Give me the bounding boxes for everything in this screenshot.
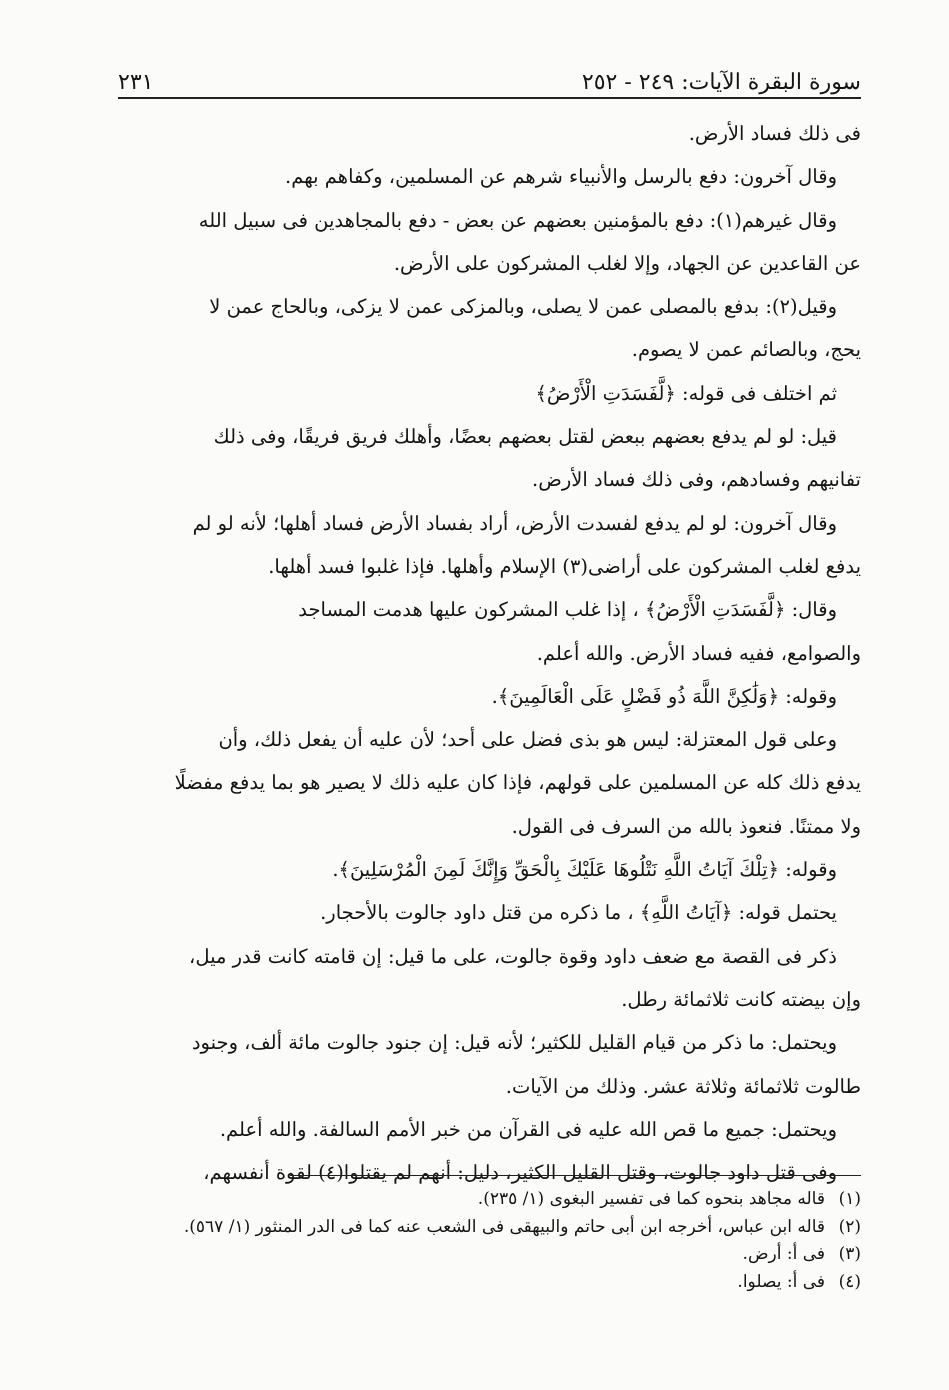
text-line: تفانيهم وفسادهم، وفى ذلك فساد الأرض. bbox=[532, 468, 861, 492]
footnote-number: (٢) bbox=[838, 1216, 861, 1237]
page-number: ٢٣١ bbox=[118, 70, 154, 95]
footnote bbox=[118, 1214, 861, 1242]
text-line: ولا ممتنًا. فنعوذ بالله من السرف فى القول. bbox=[511, 814, 861, 838]
running-title: سورة البقرة الآيات: ٢٤٩ - ٢٥٢ bbox=[581, 70, 861, 95]
text-line: وقيل(٢): بدفع بالمصلى عمن لا يصلى، وبالمزكى عمن لا يزكى، وبالحاج عمن لا bbox=[209, 295, 837, 319]
text-line: يدفع ذلك كله عن المسلمين على قولهم، فإذا كان عليه ذلك لا يصير هو بما يدفع مفضلًا bbox=[174, 771, 861, 795]
footnote-number: (٤) bbox=[838, 1271, 861, 1292]
footnote bbox=[118, 1241, 861, 1269]
text-line: قيل: لو لم يدفع بعضهم ببعض لقتل بعضهم بعضًا، وأهلك فريق فريقًا، وفى ذلك bbox=[213, 425, 837, 449]
header-divider bbox=[118, 97, 861, 99]
text-line: وقال غيرهم(١): دفع بالمؤمنين بعضهم عن بعض - دفع بالمجاهدين فى سبيل الله bbox=[198, 208, 837, 232]
footnote-text: قاله مجاهد بنحوه كما فى تفسير البغوى (١/ ٢٣٥). bbox=[477, 1189, 825, 1209]
footnote bbox=[118, 1186, 861, 1214]
text-line: وعلى قول المعتزلة: ليس هو بذى فضل على أحد؛ لأن عليه أن يفعل ذلك، وأن bbox=[218, 728, 837, 752]
page-header bbox=[118, 58, 861, 94]
footnote-text: فى أ: أرض. bbox=[742, 1244, 825, 1264]
main-text bbox=[118, 112, 861, 1194]
footnotes bbox=[118, 1186, 861, 1296]
text-line: وقال آخرون: دفع بالرسل والأنبياء شرهم عن المسلمين، وكفاهم بهم. bbox=[285, 165, 837, 189]
text-line: وفى قتل داود جالوت، وقتل القليل الكثير، دليل: أنهم لم يقتلوا(٤) لقوة أنفسهم، bbox=[203, 1161, 837, 1185]
text-line: وقال آخرون: لو لم يدفع لفسدت الأرض، أراد بفساد الأرض فساد أهلها؛ لأنه لو لم bbox=[192, 511, 837, 535]
text-line: يدفع لغلب المشركون على أراضى(٣) الإسلام وأهلها. فإذا غلبوا فسد أهلها. bbox=[268, 554, 861, 578]
text-line: والصوامع، ففيه فساد الأرض. والله أعلم. bbox=[536, 641, 861, 665]
footnote-divider bbox=[290, 1175, 861, 1176]
text-line: وإن بيضته كانت ثلاثمائة رطل. bbox=[621, 987, 861, 1011]
text-line: وقوله: ﴿وَلَٰكِنَّ اللَّهَ ذُو فَضْلٍ عَلَى الْعَالَمِينَ﴾. bbox=[491, 684, 837, 708]
footnote-number: (٣) bbox=[838, 1244, 861, 1264]
text-line: عن القاعدين عن الجهاد، وإلا لغلب المشركون على الأرض. bbox=[393, 251, 861, 275]
text-line: ثم اختلف فى قوله: ﴿لَّفَسَدَتِ الْأَرْضُ﴾ bbox=[535, 381, 837, 405]
text-line: وقال: ﴿لَّفَسَدَتِ الْأَرْضُ﴾ ، إذا غلب المشركون عليها هدمت المساجد bbox=[298, 598, 837, 622]
text-line: فى ذلك فساد الأرض. bbox=[688, 122, 861, 145]
footnote-number: (١) bbox=[838, 1189, 861, 1209]
text-line: يحتمل قوله: ﴿آيَاتُ اللَّهِ﴾ ، ما ذكره من قتل داود جالوت بالأحجار. bbox=[320, 901, 837, 925]
text-line: طالوت ثلاثمائة وثلاثة عشر. وذلك من الآيات. bbox=[505, 1074, 861, 1098]
text-line: ويحتمل: ما ذكر من قيام القليل للكثير؛ لأنه قيل: إن جنود جالوت مائة ألف، وجنود bbox=[191, 1031, 837, 1055]
footnote-text: فى أ: يصلوا. bbox=[737, 1271, 825, 1292]
text-line: ذكر فى القصة مع ضعف داود وقوة جالوت، على ما قيل: إن قامته كانت قدر ميل، bbox=[189, 944, 837, 968]
footnote-text: قاله ابن عباس، أخرجه ابن أبى حاتم والبيهقى فى الشعب عنه كما فى الدر المنثور (١/ ٥٦٧). bbox=[183, 1216, 825, 1237]
text-line: وقوله: ﴿تِلْكَ آيَاتُ اللَّهِ نَتْلُوهَا عَلَيْكَ بِالْحَقِّ وَإِنَّكَ لَمِنَ الْمُرْسَلِينَ﴾. bbox=[332, 858, 837, 882]
text-line: ويحتمل: جميع ما قص الله عليه فى القرآن من خبر الأمم السالفة. والله أعلم. bbox=[219, 1117, 837, 1141]
footnote bbox=[118, 1269, 861, 1297]
text-line: يحج، وبالصائم عمن لا يصوم. bbox=[631, 338, 861, 362]
